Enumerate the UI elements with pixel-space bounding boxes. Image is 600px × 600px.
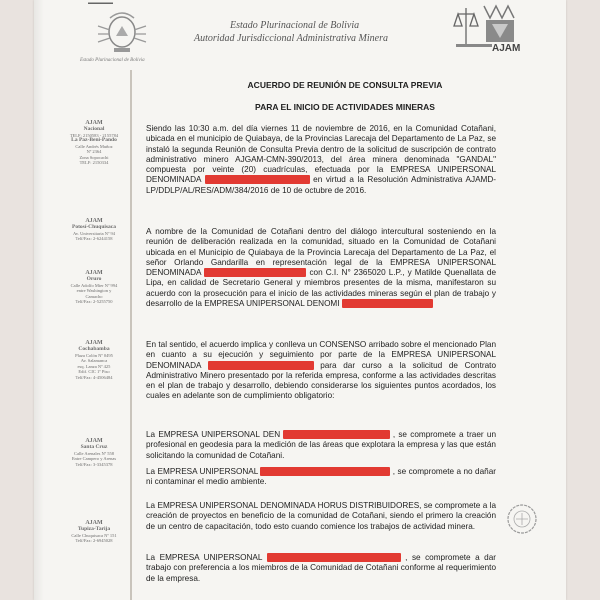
office-line: esq. Lanza Nº 425 <box>77 363 111 369</box>
header-authority-name: Autoridad Jurisdiccional Administrativa Minera <box>194 33 388 44</box>
office-name: AJAM <box>85 120 103 126</box>
office-line: Telf/Fax: 3-3345378 <box>75 461 113 467</box>
ajam-logo-icon <box>448 4 540 66</box>
office-block-potosi <box>58 218 130 242</box>
document-subtitle: PARA EL INICIO DE ACTIVIDADES MINERAS <box>255 102 435 112</box>
paragraph-text: Siendo las 10:30 a.m. del día viernes 11 de noviembre de 2016, en la Comunidad Cotañani, ubicada en el municipio de Quiabaya, de la Provincias Larecaja del Departamento de La Paz, se instaló la segunda Reunión de Consulta Previa dentro de la solicitud de suscripción de contrato administrativo minero AJGAM-CMN-390/2013, del área minera denominada "GANDAL" compuesta por veinte (20) cuadrículas, efectuada por la EMPRESA UNIPERSONAL DENOMINADA <box>146 124 497 185</box>
office-block-nacional <box>58 120 130 166</box>
crest-top-label: ▬▬▬▬▬ <box>88 0 113 6</box>
office-line: Calle Adolfo Mier Nº 994 <box>70 282 118 288</box>
paragraph-text: La EMPRESA UNIPERSONAL <box>146 553 263 562</box>
office-name: AJAM <box>85 520 103 526</box>
office-line: Entre Campero y Arenas <box>71 456 117 461</box>
office-line: Zona Sopocachi <box>79 154 109 160</box>
paragraph-text: La EMPRESA UNIPERSONAL DEN <box>146 430 281 439</box>
document-title: ACUERDO DE REUNIÓN DE CONSULTA PREVIA <box>247 80 443 90</box>
paragraph-text: La EMPRESA UNIPERSONAL DENOMINADA HORUS DISTRIBUIDORES, se compromete a la creación de proyectos en beneficio de la comunidad de Cotañani, siendo el primero la creación de un centro de capacitación, todo esto cuando comience los trabajos de actividad minera. <box>146 501 496 531</box>
office-block-santa-cruz <box>58 438 130 467</box>
office-name: AJAM <box>85 438 103 444</box>
redaction-bar <box>204 268 306 277</box>
office-title: Tupiza-Tarija <box>77 526 111 532</box>
office-line: entre Washington y <box>76 288 112 293</box>
office-name: AJAM <box>85 270 103 276</box>
office-line: Calle Chuquisaca Nº 151 <box>71 532 117 538</box>
redaction-bar <box>205 175 310 184</box>
paragraph-3 <box>146 340 496 402</box>
office-title: Nacional <box>83 126 105 132</box>
office-title: Santa Cruz <box>80 444 108 450</box>
official-stamp-icon <box>506 497 538 543</box>
office-block-tupiza <box>58 520 130 544</box>
redaction-bar <box>208 361 314 370</box>
paragraph-2 <box>146 227 496 309</box>
paragraph-text: , se compromete a dar trabajo con preferencia a los miembros de la Comunidad de Cotañani conforme al requerimiento de la empresa. <box>146 553 496 583</box>
office-line: Telf/Fax: 2-6945028 <box>75 538 113 543</box>
agreement-item-3 <box>146 501 496 532</box>
office-line: Nº 2364 <box>86 149 102 154</box>
office-line: Av. Salamanca <box>80 358 108 363</box>
sidebar-divider <box>130 70 132 600</box>
office-line: Camacho <box>85 293 103 299</box>
office-line: Calle Andrés Muñoz <box>75 143 113 149</box>
office-line: TELF: 2150334 <box>79 160 109 165</box>
paragraph-text: con C.I. N° 2365020 L.P., y Matilde Quenallata de Lipa, en calidad de Secretario General y miembros presentes de la misma, manifestaron su acuerdo con la prosecución para el inicio de las actividades mineras según el plan de trabajo y desarrollo de la EMPRESA UNIPERSONAL DENOMI <box>146 268 496 309</box>
office-title: La Paz-Beni-Pando <box>71 137 117 143</box>
office-line: Telf/Fax: 2-6244158 <box>75 236 113 241</box>
paragraph-text: en virtud a la Resolución Administrativa AJAMD-LP/DDLP/AL/RES/ADM/384/2016 de 10 de octubre de 2016. <box>146 175 497 195</box>
office-line: Av. Universitaria Nº 94 <box>72 230 115 236</box>
office-name: AJAM <box>85 218 103 224</box>
agreement-item-4 <box>146 553 496 584</box>
office-line: Telf/Fax: 4-4506484 <box>75 374 113 380</box>
paragraph-text: , se compromete a no dañar ni contaminar el medio ambiente. <box>146 467 496 487</box>
office-line: Edif. CIC 1º Piso <box>78 369 110 374</box>
redaction-bar <box>267 553 401 562</box>
office-block-cochabamba <box>58 340 130 380</box>
office-line: Telf/Fax: 2-5255750 <box>75 299 113 304</box>
page-shadow <box>34 0 44 600</box>
paragraph-text: para dar curso a la solicitud de Contrato Administrativo Minero presentado por la referida empresa, conforme a las actividades descritas en el plan de trabajo y desarrollo, debiendo considerarse los siguientes puntos acordados, los cuales en adelante son de cumplimiento obligatorio: <box>146 360 496 401</box>
office-block-oruro <box>58 270 130 305</box>
paragraph-text: A nombre de la Comunidad de Cotañani dentro del diálogo intercultural sosteniendo en la reunión de deliberación realizada en la comunidad, situado en la Comunidad de Cotañani ubicada en el Municipio de Quiabaya de la Provincia Larecaja del Departamento de La Paz, el señor Orlando Gandarilla en representación legal de la EMPRESA UNIPERSONAL DENOMINADA <box>146 227 496 278</box>
agreement-item-2 <box>146 467 496 488</box>
office-line: Calle Arenales Nº 558 <box>73 450 114 456</box>
bolivia-crest-icon <box>92 6 152 56</box>
agreement-item-1 <box>146 430 496 461</box>
office-line: TELF: 2150583 - 2155784 <box>69 132 119 138</box>
office-title: Cochabamba <box>78 346 110 352</box>
office-title: Potosí-Chuquisaca <box>71 224 116 230</box>
office-name: AJAM <box>85 340 103 346</box>
office-line: Plaza Colón Nº 0495 <box>75 352 113 358</box>
crest-caption: Estado Plurinacional de Bolivia <box>80 58 145 63</box>
paragraph-text: , se compromete a traer un profesional en geodesia para la medición de las áreas que explotara la empresa y las que están solicitando la comunidad de Cotañani. <box>146 430 497 460</box>
paragraph-text: En tal sentido, el acuerdo implica y conlleva un CONSENSO arribado sobre el mencionado Plan en cuanto a su ejecución y seguimiento por parte de la EMPRESA UNIPERSONAL DENOMINADA <box>146 340 496 370</box>
paragraph-text: La EMPRESA UNIPERSONAL <box>146 467 258 476</box>
header-state-name: Estado Plurinacional de Bolivia <box>230 20 360 31</box>
redaction-bar <box>342 299 433 308</box>
redaction-bar <box>283 430 389 439</box>
paragraph-1 <box>146 124 496 196</box>
ajam-logo-text: AJAM <box>492 43 521 54</box>
redaction-bar <box>260 467 390 476</box>
office-title: Oruro <box>86 276 102 282</box>
